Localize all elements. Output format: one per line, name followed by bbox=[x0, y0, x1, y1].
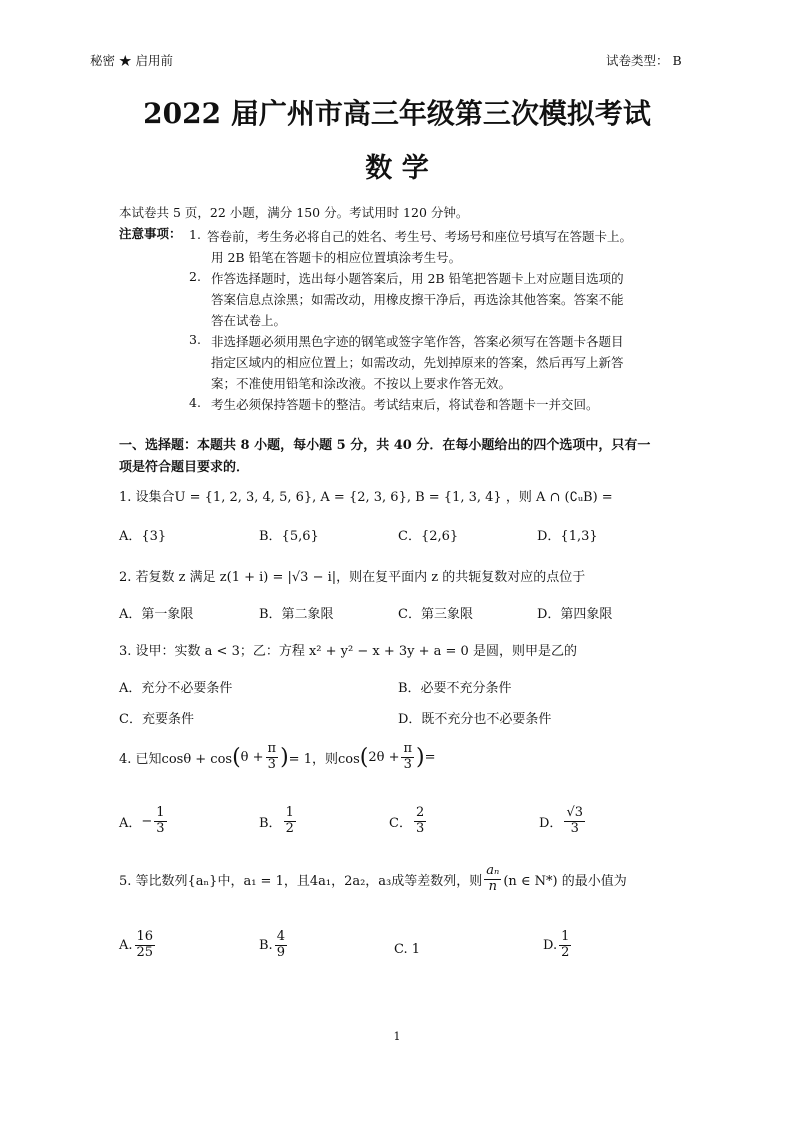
note-1-num: 1. bbox=[189, 227, 201, 242]
q4-option-b-num: 1 bbox=[285, 805, 294, 820]
q4-option-b-label: B． bbox=[259, 815, 282, 831]
page-number: 1 bbox=[393, 1030, 401, 1043]
note-2-line-3: 答在试卷上。 bbox=[211, 313, 287, 328]
note-1-line-2: 用 2B 铅笔在答题卡的相应位置填涂考生号。 bbox=[211, 250, 462, 265]
notes-label: 注意事项： bbox=[119, 226, 182, 241]
note-3-line-1: 非选择题必须用黑色字迹的钢笔或签字笔作答，答案必须写在答题卡各题目 bbox=[211, 334, 624, 349]
q4-option-d-label: D． bbox=[539, 815, 563, 831]
q4-option-c-den: 3 bbox=[415, 820, 425, 836]
q4-option-a-sign: − bbox=[141, 813, 153, 829]
question-2-stem: 2. 若复数 z 满足 z(1 + i) = |√3 − i|，则在复平面内 z 的共轭复数对应的点位于 bbox=[119, 570, 586, 585]
exam-intro: 本试卷共 5 页，22 小题，满分 150 分。考试用时 120 分钟。 bbox=[119, 205, 469, 220]
q1-option-c: C．{2,6} bbox=[398, 529, 459, 544]
q4-option-c-label: C． bbox=[389, 815, 412, 831]
q5-stem-fraction bbox=[484, 864, 501, 895]
q4-option-d-num: √3 bbox=[566, 805, 583, 820]
q4-stem-mid: = 1，则cos bbox=[288, 751, 360, 767]
note-4-num: 4. bbox=[189, 395, 201, 410]
q2-option-a: A．第一象限 bbox=[119, 607, 194, 622]
q2-option-b: B．第二象限 bbox=[259, 607, 334, 622]
q4-option-c-num: 2 bbox=[415, 805, 425, 820]
q5-option-d-num: 1 bbox=[561, 929, 570, 944]
q1-option-b: B．{5,6} bbox=[259, 529, 319, 544]
q4-option-a bbox=[119, 806, 169, 837]
q4-option-b-den: 2 bbox=[285, 820, 294, 836]
q5-option-b-fraction bbox=[275, 930, 287, 961]
q4-two-theta-plus: 2θ + bbox=[368, 749, 400, 765]
q4-stem-prefix: 4. 已知cosθ + cos bbox=[119, 751, 233, 767]
note-4-line-1: 考生必须保持答题卡的整洁。考试结束后，将试卷和答题卡一并交回。 bbox=[211, 397, 599, 412]
q4-option-b-fraction bbox=[284, 806, 296, 837]
q4-option-a-label: A． bbox=[119, 815, 142, 831]
paper-type-label: 试卷类型： B bbox=[606, 53, 682, 68]
q5-option-d-fraction bbox=[559, 930, 571, 961]
q4-three-a: 3 bbox=[267, 756, 276, 772]
q4-paren-close-1: ) bbox=[280, 744, 289, 770]
q5-option-b-label: B. bbox=[259, 937, 273, 953]
q4-option-d-den: 3 bbox=[570, 820, 579, 836]
q4-paren-open-2: ( bbox=[359, 744, 369, 770]
q4-option-c bbox=[389, 806, 428, 837]
note-2-line-1: 作答选择题时，选出每小题答案后，用 2B 铅笔把答题卡上对应题目选项的 bbox=[211, 271, 624, 286]
q5-option-d-den: 2 bbox=[561, 944, 570, 960]
q4-pi-a: π bbox=[267, 741, 277, 756]
q5-option-a-num: 16 bbox=[136, 929, 154, 944]
q5-frac-num: aₙ bbox=[486, 863, 500, 878]
note-2-line-2: 答案信息点涂黑；如需改动，用橡皮擦干净后，再选涂其他答案。答案不能 bbox=[211, 292, 624, 307]
q4-pi-over-3-b bbox=[401, 742, 414, 773]
q5-frac-den: n bbox=[488, 878, 497, 894]
q4-option-d-fraction bbox=[564, 806, 585, 837]
q3-option-b: B．必要不充分条件 bbox=[398, 681, 512, 696]
q5-option-a-den: 25 bbox=[136, 944, 154, 960]
note-3-num: 3. bbox=[189, 332, 201, 347]
q5-stem-end: (n ∈ N*) 的最小值为 bbox=[503, 873, 627, 889]
question-4-stem bbox=[119, 742, 436, 773]
q5-option-d-label: D. bbox=[543, 937, 558, 953]
q5-option-a-label: A. bbox=[119, 937, 133, 953]
q4-option-b bbox=[259, 806, 298, 837]
q5-option-b-num: 4 bbox=[276, 929, 285, 944]
q4-three-b: 3 bbox=[403, 756, 412, 772]
q5-option-b-den: 9 bbox=[276, 944, 285, 960]
q5-option-b bbox=[259, 930, 289, 961]
q4-paren-close-2: ) bbox=[416, 744, 425, 770]
q2-option-d: D．第四象限 bbox=[537, 607, 613, 622]
q2-option-c: C．第三象限 bbox=[398, 607, 473, 622]
q4-pi-b: π bbox=[403, 741, 413, 756]
q5-option-a bbox=[119, 930, 157, 961]
q5-option-c: C. 1 bbox=[394, 942, 421, 957]
q4-option-c-fraction bbox=[414, 806, 426, 837]
q4-option-d bbox=[539, 806, 587, 837]
exam-title: 2022 届广州市高三年级第三次模拟考试 bbox=[143, 97, 651, 130]
subject-title: 数 学 bbox=[365, 153, 429, 184]
q1-option-d: D．{1,3} bbox=[537, 529, 598, 544]
q4-theta-plus: θ + bbox=[240, 749, 264, 765]
q4-option-a-den: 3 bbox=[156, 820, 165, 836]
q1-option-a: A．{3} bbox=[119, 529, 167, 544]
q5-stem-prefix: 5. 等比数列{aₙ}中，a₁ = 1，且4a₁，2a₂，a₃成等差数列，则 bbox=[119, 873, 483, 889]
note-2-num: 2. bbox=[189, 269, 201, 284]
section-heading-line-1: 一、选择题：本题共 8 小题，每小题 5 分，共 40 分．在每小题给出的四个选项中，只有一 bbox=[119, 438, 651, 453]
q5-option-a-fraction bbox=[135, 930, 156, 961]
q3-option-c: C．充要条件 bbox=[119, 712, 194, 727]
q5-option-d bbox=[543, 930, 573, 961]
note-3-line-3: 案；不准使用铅笔和涂改液。不按以上要求作答无效。 bbox=[211, 376, 512, 391]
question-1-stem: 1. 设集合U = {1, 2, 3, 4, 5, 6}, A = {2, 3, 6}, B = {1, 3, 4} ，则 A ∩ (∁ᵤB) = bbox=[119, 490, 613, 505]
q4-option-a-fraction bbox=[154, 806, 166, 837]
section-heading-line-2: 项是符合题目要求的． bbox=[119, 460, 250, 475]
q3-option-d: D．既不充分也不必要条件 bbox=[398, 712, 552, 727]
q4-paren-open-1: ( bbox=[232, 744, 241, 770]
q4-option-a-num: 1 bbox=[156, 805, 165, 820]
q3-option-a: A．充分不必要条件 bbox=[119, 681, 233, 696]
confidential-label: 秘密 ★ 启用前 bbox=[90, 53, 173, 68]
q4-stem-end: = bbox=[424, 749, 436, 765]
question-5-stem bbox=[119, 864, 627, 895]
note-3-line-2: 指定区域内的相应位置上；如需改动，先划掉原来的答案，然后再写上新答 bbox=[211, 355, 624, 370]
question-3-stem: 3. 设甲：实数 a < 3；乙：方程 x² + y² − x + 3y + a = 0 是圆，则甲是乙的 bbox=[119, 644, 577, 659]
q4-pi-over-3-a bbox=[266, 742, 279, 773]
note-1-line-1: 答卷前，考生务必将自己的姓名、考生号、考场号和座位号填写在答题卡上。 bbox=[207, 229, 633, 244]
